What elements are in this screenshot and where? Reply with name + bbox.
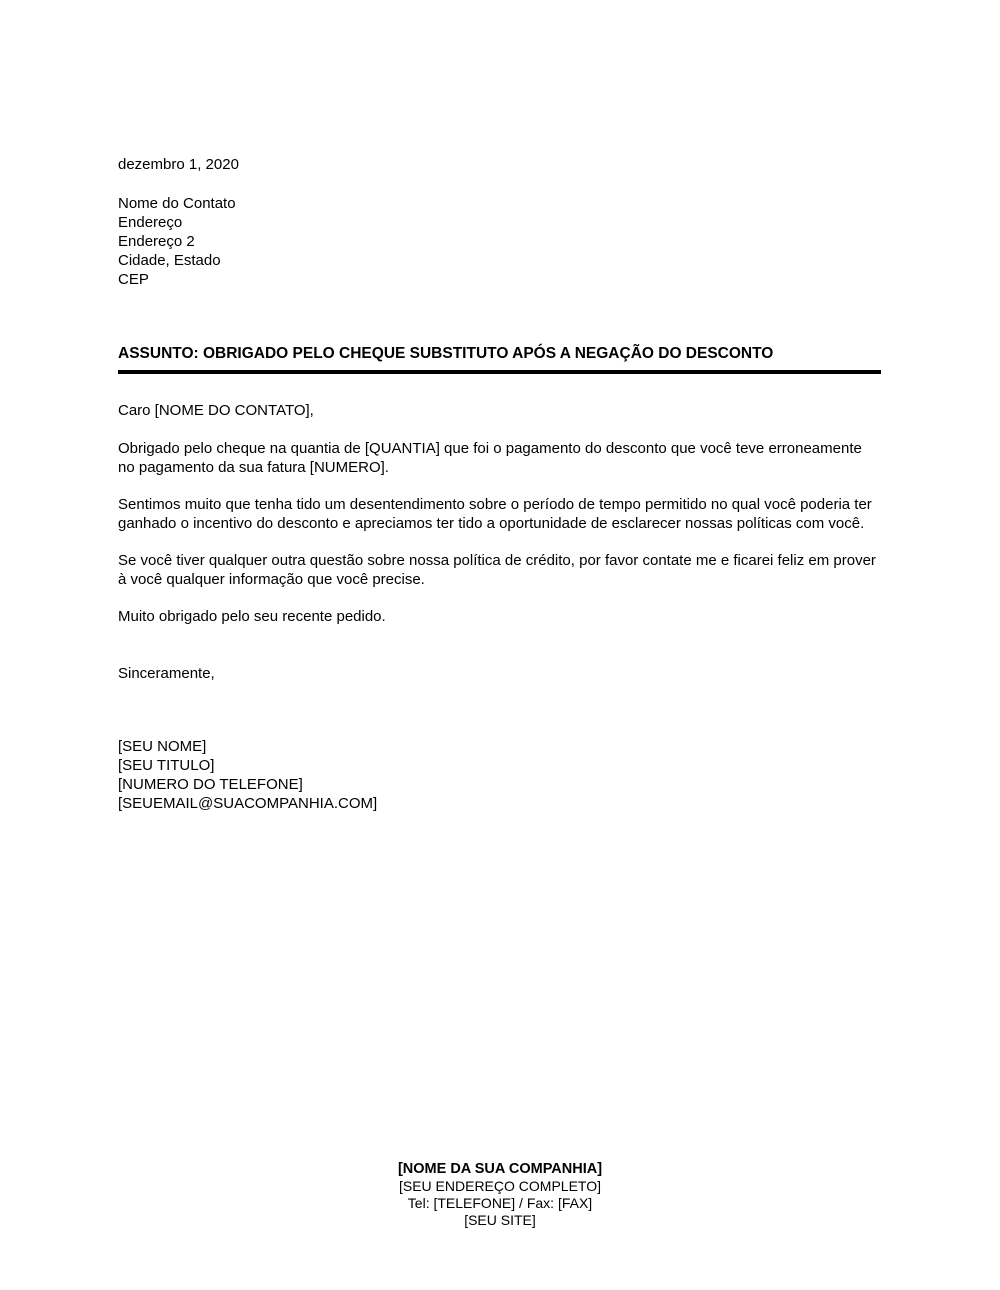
footer-address: [SEU ENDEREÇO COMPLETO]	[398, 1178, 601, 1194]
recipient-name: Nome do Contato	[118, 195, 236, 212]
salutation: Caro [NOME DO CONTATO],	[118, 402, 314, 419]
signature-name: [SEU NOME]	[118, 738, 207, 755]
letter-footer	[0, 1161, 1000, 1229]
signature-block	[118, 737, 881, 813]
paragraph-3: Se você tiver qualquer outra questão sobre nossa política de crédito, por favor contate me e ficarei feliz em prover à você qualquer informação que você precise.	[118, 552, 876, 588]
recipient-address2: Endereço 2	[118, 233, 195, 250]
paragraph-4: Muito obrigado pelo seu recente pedido.	[118, 608, 386, 625]
footer-phone-fax: Tel: [TELEFONE] / Fax: [FAX]	[407, 1195, 593, 1211]
footer-website: [SEU SITE]	[464, 1212, 536, 1228]
recipient-block	[118, 194, 881, 289]
recipient-zip: CEP	[118, 271, 149, 288]
signature-email: [SEUEMAIL@SUACOMPANHIA.COM]	[118, 795, 378, 812]
recipient-city-state: Cidade, Estado	[118, 252, 221, 269]
subject-line: ASSUNTO: OBRIGADO PELO CHEQUE SUBSTITUTO APÓS A NEGAÇÃO DO DESCONTO	[118, 344, 881, 374]
footer-company: [NOME DA SUA COMPANHIA]	[397, 1161, 603, 1177]
letter-date: dezembro 1, 2020	[118, 156, 239, 173]
paragraph-2: Sentimos muito que tenha tido um desentendimento sobre o período de tempo permitido no qual você poderia ter ganhado o incentivo do desconto e apreciamos ter tido a oportunidade de esclarecer nossas políticas com você.	[118, 496, 872, 532]
paragraph-1: Obrigado pelo cheque na quantia de [QUANTIA] que foi o pagamento do desconto que você teve erroneamente no pagamento da sua fatura [NUMERO].	[118, 440, 862, 476]
closing: Sinceramente,	[118, 665, 215, 682]
recipient-address1: Endereço	[118, 214, 183, 231]
signature-title: [SEU TITULO]	[118, 757, 215, 774]
signature-phone: [NUMERO DO TELEFONE]	[118, 776, 303, 793]
letter-body	[118, 155, 881, 813]
